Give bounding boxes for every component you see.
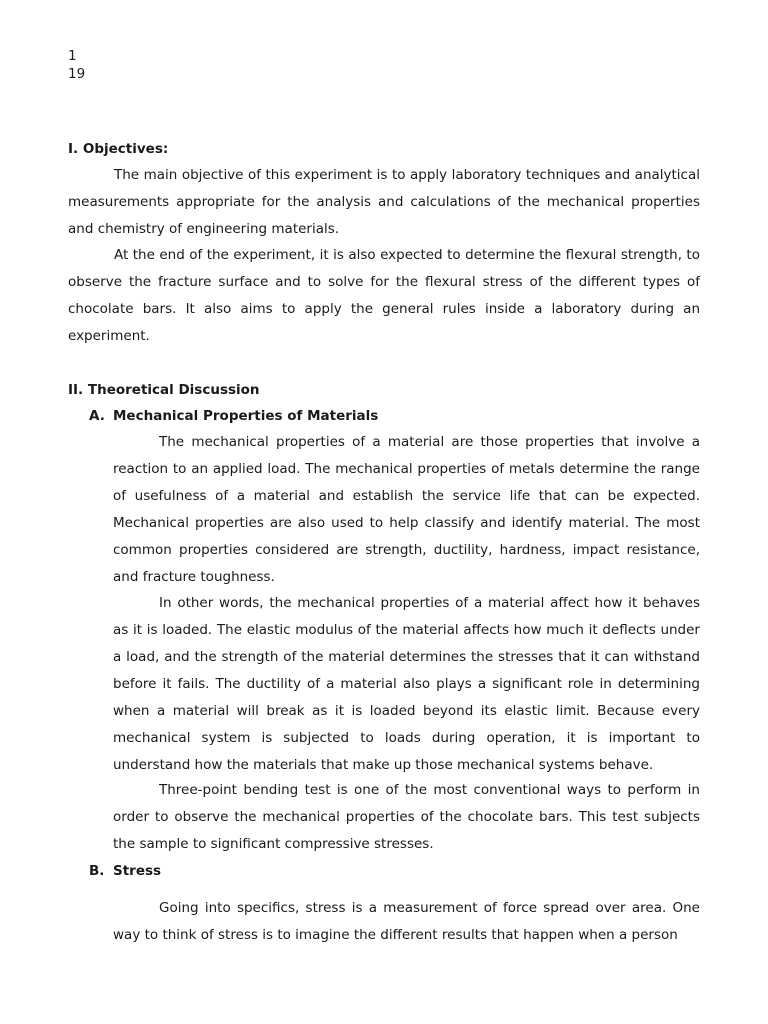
- subsection-a-letter: A.: [89, 408, 105, 424]
- subsection-a-title: Mechanical Properties of Materials: [113, 408, 379, 424]
- objectives-paragraph-1: The main objective of this experiment is to apply laboratory techniques and analytical measurements appropriate for the analysis and calculations of the mechanical properties and chemistry of engineering materials.: [68, 167, 700, 237]
- mechanical-properties-paragraph-1: The mechanical properties of a material are those properties that involve a reaction to an applied load. The mechanical properties of metals determine the range of usefulness of a material and establish the service life that can be expected. Mechanical properties are also used to help classify and identify material. The most common properties considered are strength, ductility, hardness, impact resistance, and fracture toughness.: [113, 434, 700, 585]
- page-number-second: 19: [68, 66, 86, 82]
- subsection-b-title: Stress: [113, 863, 162, 879]
- section-theory-heading: II. Theoretical Discussion: [68, 382, 260, 398]
- subsection-b-heading: [89, 862, 161, 880]
- page-number-first: 1: [68, 48, 77, 64]
- stress-paragraph-1: Going into specifics, stress is a measurement of force spread over area. One way to think of stress is to imagine the different results that happen when a person: [113, 900, 700, 943]
- subsection-b-letter: B.: [89, 863, 105, 879]
- objectives-paragraph-2: At the end of the experiment, it is also expected to determine the flexural strength, to observe the fracture surface and to solve for the flexural stress of the different types of chocolate bars. It also aims to apply the general rules inside a laboratory during an experiment.: [68, 247, 700, 344]
- section-objectives-heading: I. Objectives:: [68, 141, 169, 157]
- mechanical-properties-paragraph-3: Three-point bending test is one of the most conventional ways to perform in order to observe the mechanical properties of the chocolate bars. This test subjects the sample to significant compressive stresses.: [113, 782, 700, 852]
- subsection-a-heading: [89, 407, 378, 425]
- mechanical-properties-paragraph-2: In other words, the mechanical properties of a material affect how it behaves as it is loaded. The elastic modulus of the material affects how much it deflects under a load, and the strength of the material determines the stresses that it can withstand before it fails. The ductility of a material also plays a significant role in determining when a material will break as it is loaded beyond its elastic limit. Because every mechanical system is subjected to loads during operation, it is important to understand how the materials that make up those mechanical systems behave.: [113, 595, 700, 773]
